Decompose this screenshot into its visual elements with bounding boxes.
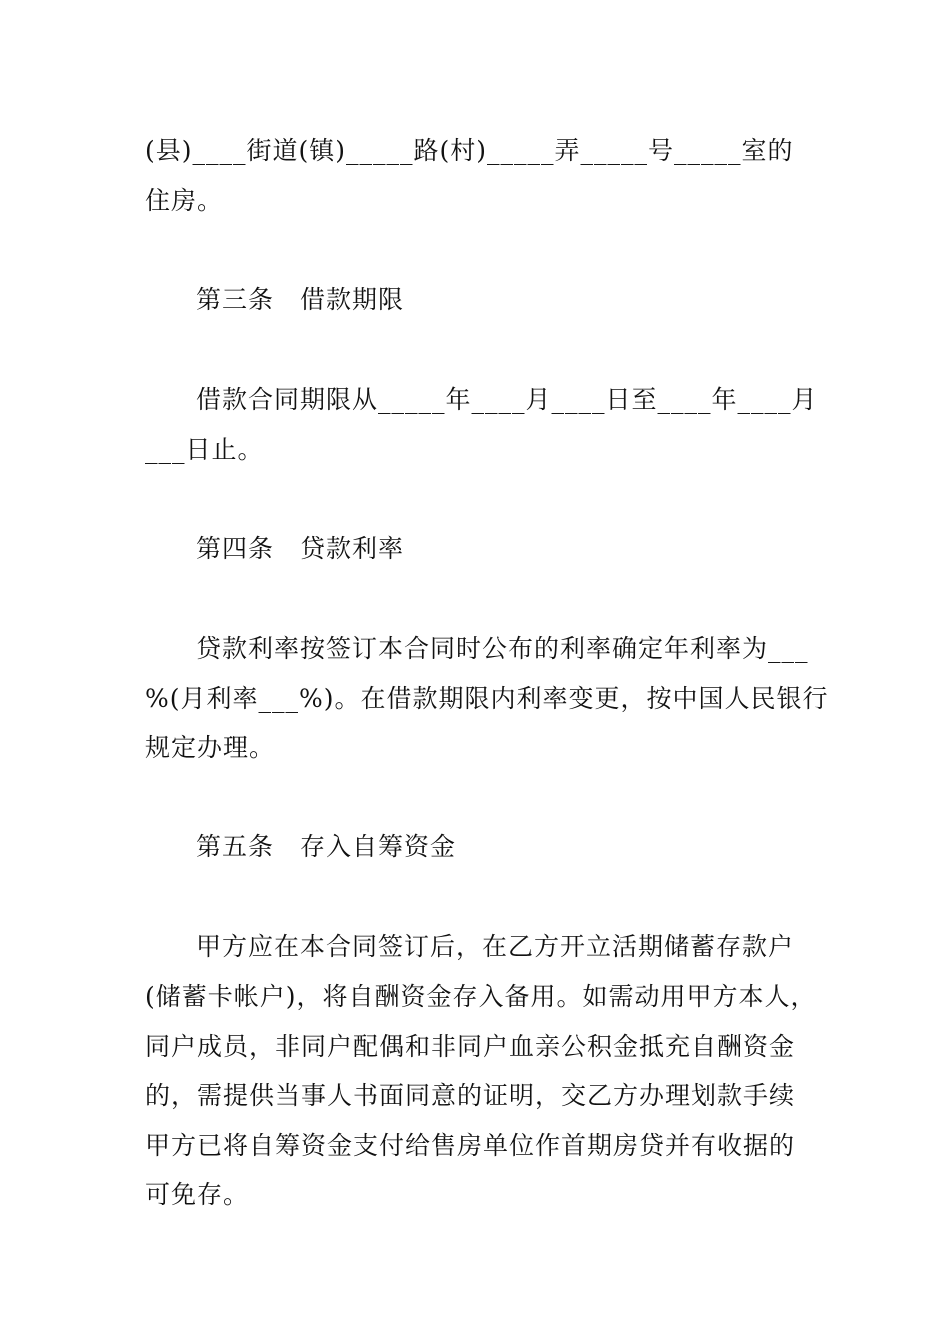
article-3-heading: 第三条 借款期限 [196, 285, 405, 314]
article-5-line-3: 同户成员，非同户配偶和非同户血亲公积金抵充自酬资金 [145, 1032, 796, 1061]
article-5-line-6: 可免存。 [145, 1180, 250, 1209]
address-line-1: (县)____街道(镇)_____路(村)_____弄_____号_____室的 [145, 136, 794, 165]
article-3-line-1: 借款合同期限从_____年____月____日至____年____月 [196, 385, 818, 414]
article-5-line-1: 甲方应在本合同签订后，在乙方开立活期储蓄存款户 [196, 932, 795, 961]
article-5-line-5: 甲方已将自筹资金支付给售房单位作首期房贷并有收据的 [145, 1131, 796, 1160]
article-4-line-3: 规定办理。 [145, 733, 276, 762]
article-4-line-2: %(月利率___%)。在借款期限内利率变更，按中国人民银行 [145, 684, 829, 713]
article-3-line-2: ___日止。 [145, 435, 264, 464]
article-4-heading: 第四条 贷款利率 [196, 534, 405, 563]
address-line-2: 住房。 [145, 186, 224, 215]
article-4-line-1: 贷款利率按签订本合同时公布的利率确定年利率为___ [196, 634, 809, 663]
article-5-heading: 第五条 存入自筹资金 [196, 832, 457, 861]
article-5-line-4: 的，需提供当事人书面同意的证明，交乙方办理划款手续 [145, 1081, 796, 1110]
article-5-line-2: (储蓄卡帐户)，将自酬资金存入备用。如需动用甲方本人， [145, 982, 817, 1011]
